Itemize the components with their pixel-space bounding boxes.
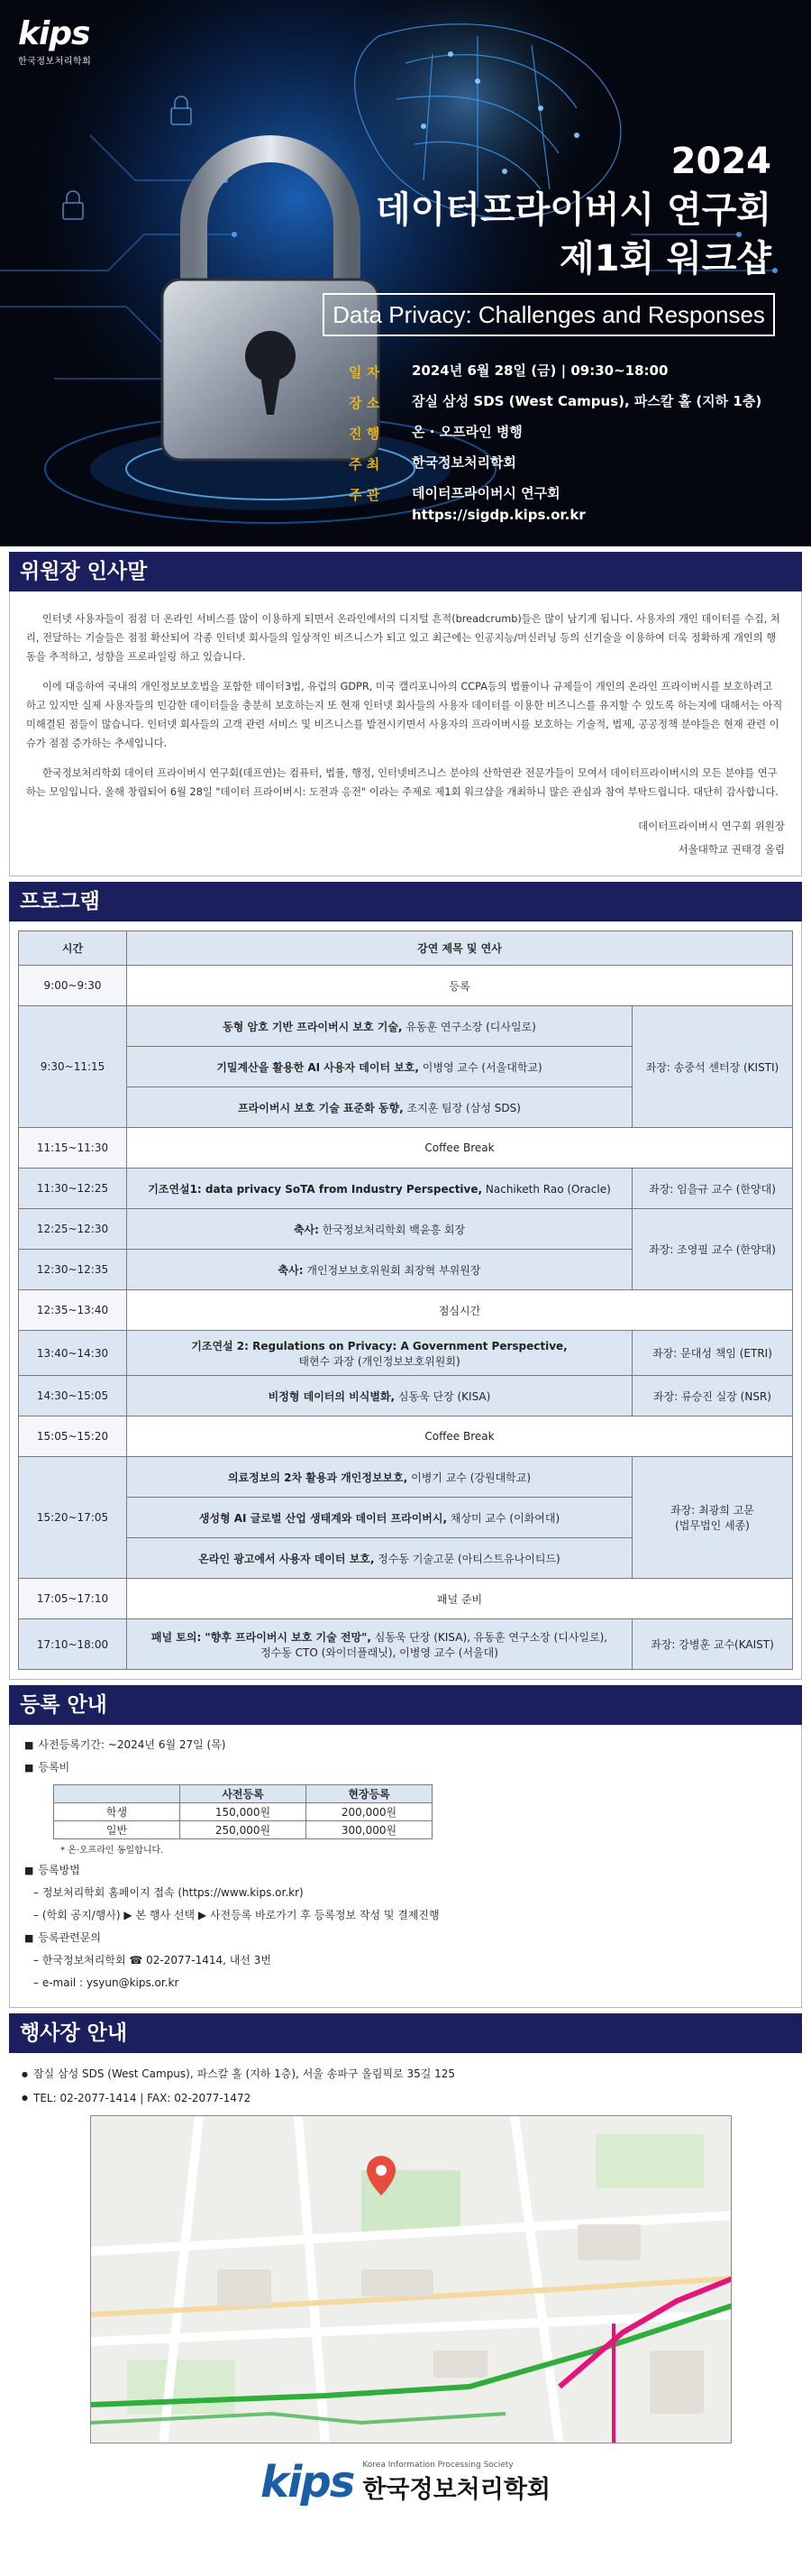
table-row (19, 1331, 793, 1376)
fee-header-onsite: 현장등록 (306, 1785, 433, 1803)
greeting-signature (26, 814, 785, 861)
fee-pre: 150,000원 (180, 1803, 306, 1821)
contact-email-link[interactable]: – e-mail : ysyun@kips.or.kr (33, 1976, 179, 1989)
info-value: 온 · 오프라인 병행 (412, 424, 523, 440)
fee-onsite: 200,000원 (306, 1803, 433, 1821)
info-value: 잠실 삼성 SDS (West Campus), 파스칼 홀 (지하 1층) (412, 393, 762, 409)
full-cell: 점심시간 (127, 1290, 793, 1331)
table-row (19, 1290, 793, 1331)
talk-title: 의료정보의 2차 활용과 개인정보보호, (227, 1471, 408, 1484)
section-heading: 위원장 인사말 (9, 552, 802, 591)
talk-speaker: 유동훈 연구소장 (디사일로) (402, 1020, 536, 1033)
table-row (19, 1457, 793, 1498)
talk-title: 기밀계산을 활용한 AI 사용자 데이터 보호, (216, 1060, 419, 1074)
chair-name: 좌장: 최광희 고문 (670, 1504, 754, 1517)
talk-speaker: 이병영 교수 (서울대학교) (418, 1060, 542, 1074)
table-row (19, 1416, 793, 1457)
talk-cell (127, 1376, 633, 1416)
full-cell: Coffee Break (127, 1128, 793, 1169)
talk-cell (127, 1538, 633, 1579)
event-year: 2024 (670, 141, 771, 182)
talk-speaker: Nachiketh Rao (Oracle) (482, 1182, 611, 1196)
talk-speaker: 한국정보처리학회 백윤흥 회장 (318, 1223, 466, 1236)
registration-deadline: ■ 사전등록기간: ~2024년 6월 27일 (목) (24, 1734, 787, 1756)
greeting-paragraph: 인터넷 사용자들이 점점 더 온라인 서비스를 많이 이용하게 되면서 온라인에서의 디지털 흔적(breadcrumb)들은 많이 남기게 됩니다. 사용자의 개인 데이터를 수집, 처리, 전달하는 기술들은 점점 확산되어 각종 인터넷 회사들의 일상적인 비즈니스가 되고 있고 최근에는 인공지능/머신러닝 등의 신기술을 이용하여 더욱 정확하게 개인의 행동을 추적하고, 성향을 프로파일링 하고 있습니다. (26, 613, 780, 663)
talk-cell (127, 1169, 633, 1209)
talk-cell (127, 1619, 633, 1670)
fee-header-empty (54, 1785, 180, 1803)
method-step-link[interactable]: – 정보처리학회 홈페이지 접속 (https://www.kips.or.kr) (33, 1886, 304, 1899)
signature-name: 서울대학교 권태경 올림 (678, 843, 785, 856)
registration-section (9, 1685, 802, 2008)
logo-subtitle: 한국정보처리학회 (18, 57, 92, 67)
event-edition: 제1회 워크샵 (560, 238, 771, 280)
info-row-organizer (349, 485, 761, 523)
table-header-row (19, 931, 793, 966)
time-cell: 13:40~14:30 (19, 1331, 127, 1376)
time-cell: 12:30~12:35 (19, 1250, 127, 1290)
header-time: 시간 (19, 931, 127, 966)
talk-title: 축사: (293, 1223, 319, 1236)
table-row (19, 1169, 793, 1209)
chair-cell (633, 1457, 793, 1579)
full-cell: 패널 준비 (127, 1579, 793, 1619)
signature-org: 데이터프라이버시 연구회 위원장 (638, 820, 785, 832)
venue-section (9, 2013, 802, 2443)
fee-onsite: 300,000원 (306, 1821, 433, 1839)
fee-note: * 온·오프라인 동일합니다. (60, 1846, 164, 1856)
fee-header-row (54, 1785, 433, 1803)
time-cell: 11:15~11:30 (19, 1128, 127, 1169)
event-title (376, 137, 771, 283)
section-heading: 등록 안내 (9, 1685, 802, 1725)
time-cell: 17:05~17:10 (19, 1579, 127, 1619)
hero-banner (0, 0, 811, 546)
talk-cell (127, 1087, 633, 1128)
fee-row (54, 1803, 433, 1821)
talk-title: 프라이버시 보호 기술 표준화 동향, (238, 1101, 404, 1114)
time-cell: 17:10~18:00 (19, 1619, 127, 1670)
greeting-paragraph: 한국정보처리학회 데이터 프라이버시 연구회(데프연)는 컴퓨터, 법률, 행정, 인터넷비즈니스 분야의 산학연관 전문가들이 모여서 데이터프라이버시의 모든 분야를 연구하는 모임입니다. 올해 창립되어 6월 28일 "데이터 프라이버시: 도전과 응전" 이라는 주제로 제1회 워크샵을 개최하니 많은 관심과 참여 부탁드립니다. 대단히 감사합니다. (26, 767, 779, 798)
chair-cell: 좌장: 강병훈 교수(KAIST) (633, 1619, 793, 1670)
program-section (9, 882, 802, 1680)
chair-cell: 좌장: 류승진 실장 (NSR) (633, 1376, 793, 1416)
venue-body (9, 2053, 802, 2110)
logo-mark: kips (18, 15, 90, 52)
info-key: 진 행 (349, 426, 380, 442)
venue-map[interactable] (90, 2115, 732, 2443)
organizer-name: 데이터프라이버시 연구회 (412, 485, 560, 501)
event-name: 데이터프라이버시 연구회 (376, 189, 771, 231)
talk-cell (127, 1331, 633, 1376)
greeting-paragraph: 이에 대응하여 국내의 개인정보보호법을 포함한 데이터3법, 유럽의 GDPR, 미국 캘리포니아의 CCPA등의 법률이나 규제들이 개인의 온라인 프라이버시를 보호하려고 하고 있지만 실제 사용자들의 민감한 데이터들을 충분히 보호하는지 또 현재 인터넷 회사들의 사용자 데이터를 이용한 비즈니스를 유지할 수 있도록 하는지에 대해서는 아직 미해결된 점들이 많습니다. 인터넷 회사들의 고객 관련 서비스 및 비즈니스를 발전시키면서 사용자의 프라이버시를 보호하는 기술적, 법제, 공공정책 분야들은 현재 관련 이슈가 점점 증가하는 추세입니다. (26, 681, 783, 749)
info-key: 주 관 (349, 487, 380, 503)
time-cell: 9:00~9:30 (19, 966, 127, 1006)
venue-contact: ● TEL: 02-2077-1414 | FAX: 02-2077-1472 (22, 2086, 802, 2111)
program-table (18, 930, 793, 1670)
program-table-wrap (9, 921, 802, 1680)
fee-type: 학생 (54, 1803, 180, 1821)
info-value (412, 485, 586, 524)
info-row-venue (349, 393, 761, 424)
kips-logo (18, 16, 91, 67)
talk-title: 동형 암호 기반 프라이버시 보호 기술, (223, 1020, 403, 1033)
fee-row (54, 1821, 433, 1839)
header-title: 강연 제목 및 연사 (127, 931, 793, 966)
fee-table (53, 1784, 433, 1839)
section-heading: 행사장 안내 (9, 2013, 802, 2053)
talk-speaker: 개인정보보호위원회 최장혁 부위원장 (303, 1263, 481, 1277)
talk-speaker: 이병기 교수 (강원대학교) (407, 1471, 532, 1484)
talk-cell (127, 1047, 633, 1087)
table-row (19, 1579, 793, 1619)
full-cell: 등록 (127, 966, 793, 1006)
method-label: ■ 등록방법 (24, 1859, 787, 1882)
table-row (19, 1376, 793, 1416)
info-value: 한국정보처리학회 (412, 454, 516, 471)
table-row (19, 1006, 793, 1047)
talk-title: 패널 토의: "향후 프라이버시 보호 기술 전망", (150, 1630, 371, 1644)
fee-type: 일반 (54, 1821, 180, 1839)
talk-title: 기조연설1: data privacy SoTA from Industry Perspective, (148, 1182, 483, 1196)
contact-phone: – 한국정보처리학회 ☎ 02-2077-1414, 내선 3번 (33, 1954, 271, 1966)
info-row-date (349, 362, 761, 393)
footer-org-ko: 한국정보처리학회 (362, 2475, 551, 2504)
info-row-format (349, 424, 761, 454)
talk-speaker: 심동욱 단장 (KISA) (395, 1389, 491, 1403)
method-step: – (학회 공지/행사) ▶ 본 행사 선택 ▶ 사전등록 바로가기 후 등록정보 작성 및 결제진행 (33, 1909, 440, 1921)
organizer-url-link[interactable]: https://sigdp.kips.or.kr (412, 507, 586, 523)
table-row (19, 1128, 793, 1169)
full-cell: Coffee Break (127, 1416, 793, 1457)
footer-logo-mark: kips (260, 2457, 354, 2507)
greeting-body (9, 591, 802, 876)
info-key: 주 최 (349, 456, 380, 472)
table-row (19, 1209, 793, 1250)
table-row (19, 966, 793, 1006)
talk-speaker-line2: 정수동 CTO (와이더플래닛), 이병영 교수 (서울대) (260, 1646, 498, 1659)
map-drawing (91, 2116, 732, 2443)
talk-speaker: 조지훈 팀장 (삼성 SDS) (403, 1101, 521, 1114)
section-heading: 프로그램 (9, 882, 802, 921)
talk-cell (127, 1498, 633, 1538)
talk-title: 온라인 광고에서 사용자 데이터 보호, (198, 1552, 375, 1565)
talk-speaker: 태현수 과장 (개인정보보호위원회) (298, 1354, 460, 1368)
contact-label: ■ 등록관련문의 (24, 1927, 787, 1949)
time-cell: 15:20~17:05 (19, 1457, 127, 1579)
venue-address: ● 잠실 삼성 SDS (West Campus), 파스칼 홀 (지하 1층), 서울 송파구 올림픽로 35길 125 (22, 2062, 802, 2086)
talk-title: 비정형 데이터의 비식별화, (268, 1389, 396, 1403)
info-key: 장 소 (349, 395, 380, 411)
talk-title: 축사: (278, 1263, 304, 1277)
talk-speaker: 정수동 기술고문 (아티스트유나이티드) (374, 1552, 560, 1565)
event-info-list (349, 362, 762, 523)
talk-speaker: 채상미 교수 (이화여대) (447, 1511, 560, 1525)
talk-title: 기조연설 2: Regulations on Privacy: A Government Perspective, (191, 1339, 568, 1352)
table-row (19, 1619, 793, 1670)
fee-header-pre: 사전등록 (180, 1785, 306, 1803)
info-row-host (349, 454, 761, 485)
talk-speaker: 심동욱 단장 (KISA), 유동훈 연구소장 (디사일로), (370, 1630, 608, 1644)
time-cell: 12:25~12:30 (19, 1209, 127, 1250)
footer (0, 2443, 811, 2521)
fee-label: ■ 등록비 (24, 1756, 787, 1779)
greeting-section (9, 552, 802, 876)
time-cell: 14:30~15:05 (19, 1376, 127, 1416)
time-cell: 11:30~12:25 (19, 1169, 127, 1209)
chair-cell: 좌장: 송중석 센터장 (KISTI) (633, 1006, 793, 1128)
footer-org-en: Korea Information Processing Society (362, 2460, 514, 2470)
talk-cell (127, 1250, 633, 1290)
time-cell: 9:30~11:15 (19, 1006, 127, 1128)
footer-logo-text (362, 2461, 551, 2505)
talk-title: 생성형 AI 글로벌 산업 생태계와 데이터 프라이버시, (198, 1511, 448, 1525)
chair-cell: 좌장: 조영필 교수 (한양대) (633, 1209, 793, 1290)
talk-cell (127, 1457, 633, 1498)
registration-body (9, 1725, 802, 2008)
event-subtitle: Data Privacy: Challenges and Responses (323, 293, 775, 336)
info-key: 일 자 (349, 364, 380, 380)
chair-affiliation: (법무법인 세종) (675, 1519, 750, 1532)
time-cell: 12:35~13:40 (19, 1290, 127, 1331)
talk-cell (127, 1209, 633, 1250)
chair-cell: 좌장: 문대성 책임 (ETRI) (633, 1331, 793, 1376)
talk-cell (127, 1006, 633, 1047)
time-cell: 15:05~15:20 (19, 1416, 127, 1457)
info-value: 2024년 6월 28일 (금) | 09:30~18:00 (412, 362, 669, 379)
chair-cell: 좌장: 임을규 교수 (한양대) (633, 1169, 793, 1209)
fee-pre: 250,000원 (180, 1821, 306, 1839)
